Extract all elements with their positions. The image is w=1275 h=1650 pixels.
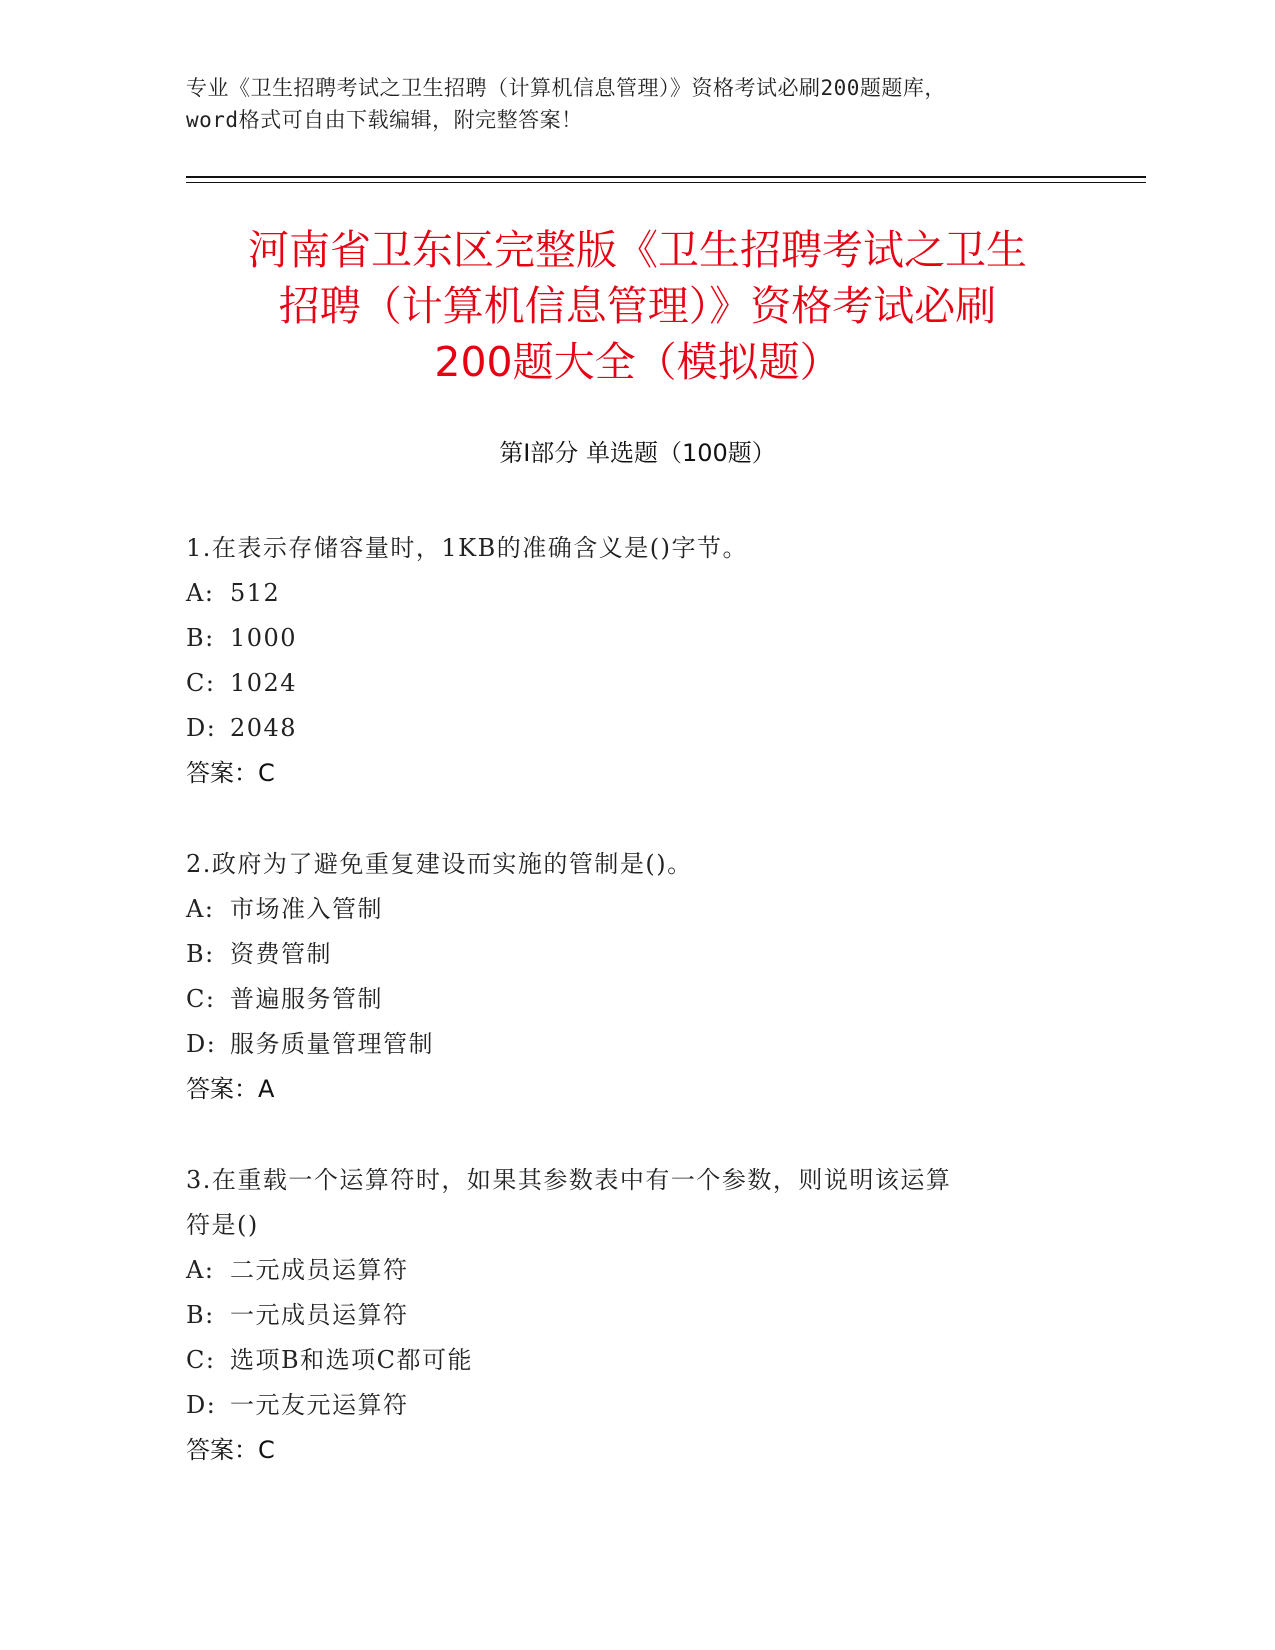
answer-key: 答案：C	[186, 1436, 275, 1464]
answer-key: 答案：A	[186, 1075, 275, 1103]
option-b	[186, 616, 1066, 661]
header-divider-thin	[186, 182, 1146, 183]
question-stem-line-2: 符是()	[186, 1211, 259, 1239]
option-text: 1000	[230, 624, 298, 652]
header-note-line-1: 专业《卫生招聘考试之卫生招聘（计算机信息管理）》资格考试必刷200题题库，	[186, 76, 946, 100]
option-label: B:	[186, 940, 215, 968]
question-item	[186, 842, 1066, 1112]
document-title-line-2: 招聘（计算机信息管理）》资格考试必刷	[278, 282, 997, 330]
option-text: 2048	[230, 714, 298, 742]
option-text: 1024	[230, 669, 298, 697]
document-title	[160, 222, 1115, 390]
question-stem-line-1: 3.在重载一个运算符时，如果其参数表中有一个参数，则说明该运算	[186, 1166, 952, 1194]
question-stem: 2.政府为了避免重复建设而实施的管制是()。	[186, 850, 693, 878]
option-text: 一元友元运算符	[230, 1391, 409, 1419]
question-list	[186, 526, 1066, 1519]
option-label: D:	[186, 714, 217, 742]
option-text: 二元成员运算符	[230, 1256, 409, 1284]
option-d	[186, 1383, 1066, 1428]
option-label: C:	[186, 669, 216, 697]
header-divider-thick	[186, 176, 1146, 178]
option-d	[186, 706, 1066, 751]
option-d	[186, 1022, 1066, 1067]
option-label: B:	[186, 1301, 215, 1329]
option-b	[186, 932, 1066, 977]
option-text: 选项B和选项C都可能	[230, 1346, 473, 1374]
header-note	[186, 72, 1086, 136]
option-text: 一元成员运算符	[230, 1301, 409, 1329]
document-title-line-3: 200题大全（模拟题）	[434, 338, 841, 386]
option-c	[186, 661, 1066, 706]
option-label: C:	[186, 985, 216, 1013]
document-title-line-1: 河南省卫东区完整版《卫生招聘考试之卫生	[248, 226, 1027, 274]
option-label: A:	[186, 1256, 215, 1284]
option-b	[186, 1293, 1066, 1338]
question-item	[186, 526, 1066, 796]
option-label: A:	[186, 895, 215, 923]
option-label: A:	[186, 579, 215, 607]
question-item	[186, 1158, 1066, 1473]
option-a	[186, 887, 1066, 932]
option-c	[186, 1338, 1066, 1383]
option-a	[186, 571, 1066, 616]
option-label: D:	[186, 1030, 217, 1058]
section-heading: 第Ⅰ部分 单选题（100题）	[499, 439, 776, 467]
header-note-line-2: word格式可自由下载编辑，附完整答案！	[186, 108, 583, 132]
option-text: 普遍服务管制	[230, 985, 383, 1013]
answer-key: 答案：C	[186, 759, 275, 787]
option-text: 资费管制	[230, 940, 332, 968]
option-text: 512	[230, 579, 281, 607]
option-label: C:	[186, 1346, 216, 1374]
question-stem: 1.在表示存储容量时，1KB的准确含义是()字节。	[186, 534, 748, 562]
option-a	[186, 1248, 1066, 1293]
option-text: 服务质量管理管制	[230, 1030, 434, 1058]
option-text: 市场准入管制	[230, 895, 383, 923]
option-label: B:	[186, 624, 215, 652]
question-stem	[186, 1158, 1066, 1248]
option-c	[186, 977, 1066, 1022]
option-label: D:	[186, 1391, 217, 1419]
